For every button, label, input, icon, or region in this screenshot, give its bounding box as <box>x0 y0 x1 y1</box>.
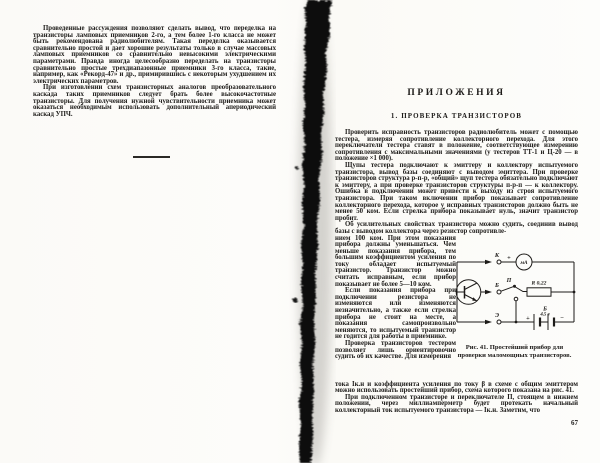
paragraph: Проверка транзисторов тестером позволяет лишь ориентировочно судить об их качестве. Для измерения <box>335 340 456 361</box>
arrow-icon <box>485 290 492 294</box>
paragraph: При изготовлении схем транзисторных аналогов преобразовательного каскада таких приемников следует брать более высокочастотные транзисторы. Для получения нужной чувствительности приемника может оказаться необходимым использовать дополнительный апериодический каскад УПЧ. <box>33 84 276 118</box>
left-page <box>33 26 276 118</box>
paragraph: нием 100 ком. При этом показания прибора должны уменьшаться. Чем меньше показания прибора, тем большим коэффициентом усиления по току обладает испытуемый транзистор. Транзистор можно считать исправным, если прибор показывает не более 5—10 ком. <box>335 234 456 288</box>
paragraph: тока Iк.н и коэффициента усиления по току β в схеме с общим эмиттером можно использовать простейший прибор, схема которого показана на рис. 41. <box>335 380 578 395</box>
base-label: Б <box>495 282 499 289</box>
switch-icon <box>501 285 518 322</box>
terminal-b <box>497 290 501 294</box>
figure-41 <box>451 246 578 359</box>
text-wrap-column <box>335 236 456 382</box>
switch-label: П <box>506 278 512 284</box>
figure-41-circuit <box>451 246 578 334</box>
wire <box>515 287 528 292</box>
collector-label: К <box>494 252 500 259</box>
section-divider <box>133 156 170 158</box>
arrow-icon <box>485 320 492 324</box>
junction-dot <box>573 291 576 294</box>
battery-name-label: Б <box>543 306 547 313</box>
section-heading: 1. ПРОВЕРКА ТРАНЗИСТОРОВ <box>390 112 523 120</box>
minus-label: − <box>560 315 564 322</box>
paragraph: При подключенном транзисторе и переключателе П, стоящем в нижнем положении, через миллиамперметр будет протекать начальный коллекторный ток испытуемого транзистора — Iк.н. Заметим, что <box>335 393 578 414</box>
arrow-icon <box>485 260 492 264</box>
figure-caption: Рис. 41. Простейший прибор для проверки маломощных транзисторов. <box>457 344 572 359</box>
meter-label: мА <box>520 260 528 267</box>
plus-top-label: + <box>507 254 511 262</box>
paragraph: Проведенные рассуждения позволяют сделать вывод, что переделка на транзисторы ламповых приемников 2-го, а тем более 1-го класса не может быть рекомендована радиолюбителям. Такая переделка оказывается сравнительно простой и дает хорошие результаты только в случае массовых ламповых приемников со сравнительно невысокими электрическими параметрами. Правда иногда целесообразно переделать на транзисторы сравнительно простые трехдиапазонные приемники 3-го класса, такие, например, как «Рекорд-47» и др., примирившись с некоторым ухудшением их электрических параметров. <box>33 25 276 85</box>
plus-bottom-label: + <box>526 315 530 322</box>
battery-voltage-label: 4,5 в <box>540 312 550 318</box>
resistor-label: R 0,22 <box>531 280 547 287</box>
paragraph: Щупы тестера подключают к эмиттеру и коллектору испытуемого транзистора, вывод базы соединяют с выводом эмиттера. При проверке транзисторов структура р-п-р, «общий» щуп тестера обязательно подключают к эмиттеру, а при проверке транзисторов структуры п-р-п — к коллектору. Ошибка в подключении может привести к выходу из строя испытуемого транзистора. При таком включении прибор показывает сопротивление коллекторного перехода, которое у исправных транзисторов должно быть не менее 50 ком. Если стрелка прибора показывает нуль, значит транзистор пробит. <box>335 161 578 222</box>
terminal-k <box>497 260 501 264</box>
paragraph: Если показания прибора при подключении резистора не изменяются или изменяются незначительно, а также если стрелка прибора не стоит на месте, а показания самопроизвольно меняются, то испытуемый транзистор не годится для работы в приемнике. <box>335 287 456 341</box>
transistor-icon <box>456 280 481 305</box>
paragraph: Проверить исправность транзисторов радиолюбитель может с помощью тестера, измеряя сопротивление коллекторного перехода. Для этого переключатели тестера ставят в положение, соответствующее измерению сопротивления с максимальными значениями (у тестеров ТТ-1 и Ц-20 — в положение ×1 000). <box>335 129 578 163</box>
gutter-shadow <box>288 0 336 463</box>
terminal-e <box>497 320 501 324</box>
appendix-heading: ПРИЛОЖЕНИЯ <box>407 88 506 98</box>
emitter-label: Э <box>494 312 500 319</box>
paragraph: Об усилительных свойствах транзистора можно судить, соединив вывод базы с выводом коллектора через резистор сопротивле- <box>335 221 578 235</box>
resistor-icon <box>527 288 551 296</box>
page-number: 67 <box>571 419 578 427</box>
